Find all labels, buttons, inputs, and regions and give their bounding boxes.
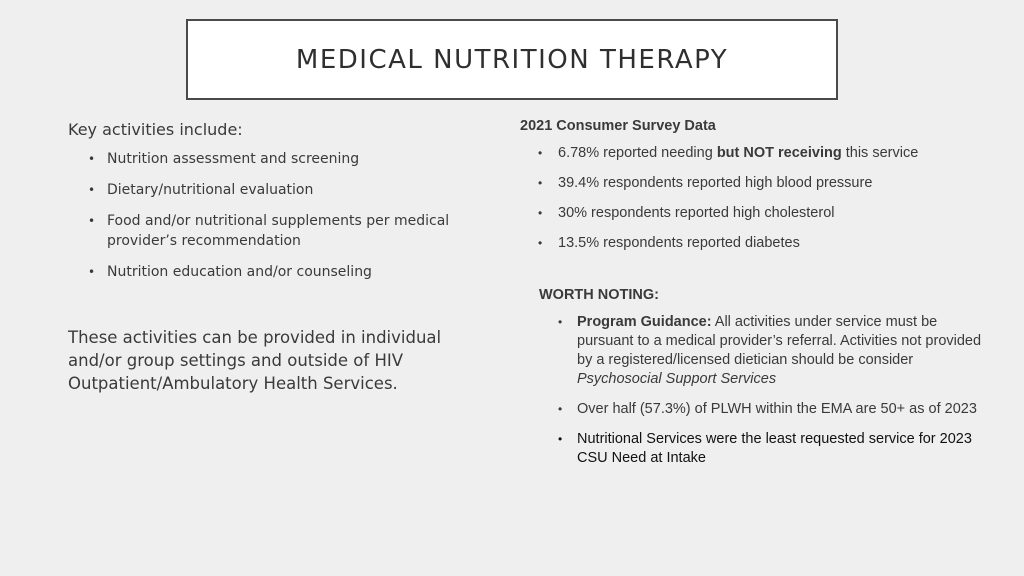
bullet-icon: • <box>558 402 563 416</box>
list-item: • Nutrition education and/or counseling <box>88 264 372 280</box>
key-activities-section <box>68 120 478 395</box>
bullet-icon: • <box>538 236 543 250</box>
survey-list <box>538 144 990 253</box>
list-item: • Dietary/nutritional evaluation <box>88 182 314 198</box>
worth-noting-list <box>558 313 990 468</box>
list-item: • 6.78% reported needing but NOT receiving this service <box>538 145 919 161</box>
bullet-icon: • <box>538 206 543 220</box>
bullet-icon: • <box>88 265 96 279</box>
list-item: • Program Guidance: All activities under service must be pursuant to a medical provider’s referral. Activities not provided by a registered/licensed dietician should be consider Psychosocial Support Services <box>558 314 982 387</box>
list-item: • Over half (57.3%) of PLWH within the EMA are 50+ as of 2023 <box>558 401 977 417</box>
key-activities-lead: Key activities include: <box>68 120 243 139</box>
list-item: • 13.5% respondents reported diabetes <box>538 235 800 251</box>
bullet-icon: • <box>538 146 543 160</box>
key-activities-list <box>68 149 478 282</box>
bullet-icon: • <box>538 176 543 190</box>
bullet-icon: • <box>558 315 563 329</box>
survey-section <box>520 118 990 479</box>
activities-note: These activities can be provided in individual and/or group settings and outside of HIV Outpatient/Ambulatory Health Services. <box>68 328 442 393</box>
list-item: • 30% respondents reported high cholesterol <box>538 205 835 221</box>
worth-noting-title: WORTH NOTING: <box>539 287 660 303</box>
list-item: • 39.4% respondents reported high blood pressure <box>538 175 873 191</box>
bullet-icon: • <box>88 152 96 166</box>
list-item: • Food and/or nutritional supplements per medical provider’s recommendation <box>88 213 450 249</box>
list-item: • Nutritional Services were the least requested service for 2023 CSU Need at Intake <box>558 431 972 466</box>
bullet-icon: • <box>558 432 563 446</box>
page-title: MEDICAL NUTRITION THERAPY <box>295 44 729 75</box>
survey-title: 2021 Consumer Survey Data <box>520 118 716 134</box>
list-item: • Nutrition assessment and screening <box>88 151 360 167</box>
bullet-icon: • <box>88 183 96 197</box>
title-box <box>186 19 838 100</box>
bullet-icon: • <box>88 214 96 228</box>
